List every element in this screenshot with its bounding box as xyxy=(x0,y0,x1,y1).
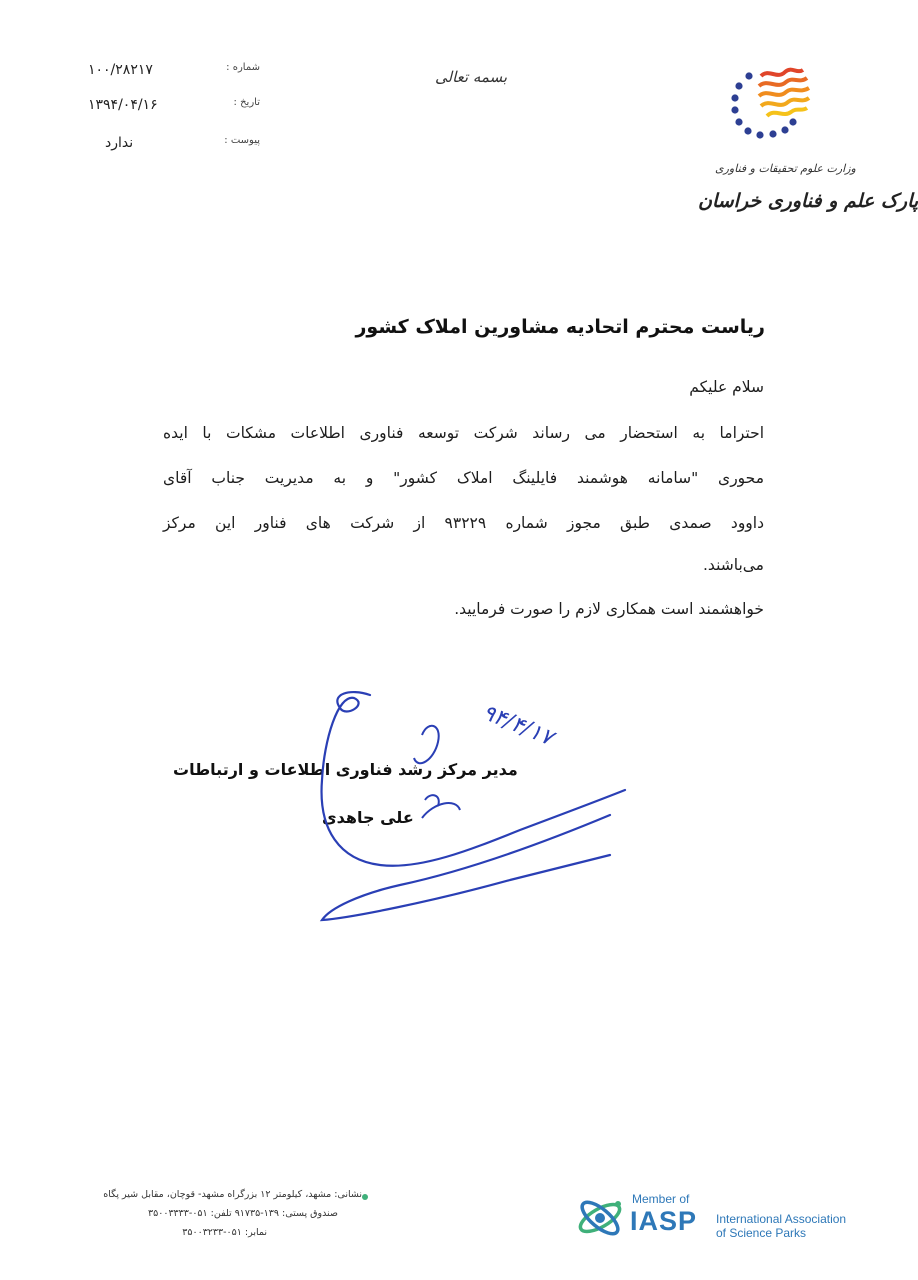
ministry-name: وزارت علوم تحقیقات و فناوری xyxy=(715,162,856,175)
body-line-3: داوود صمدی طبق مجوز شماره ۹۳۲۲۹ از شرکت های فناور این مرکز xyxy=(163,514,765,532)
body-line-4: می‌باشند. xyxy=(703,556,764,574)
letter-attachment-label: پیوست : xyxy=(224,135,260,146)
footer-bullet xyxy=(362,1194,368,1200)
handwritten-date-text: ۹۴/۴/۱۷ xyxy=(478,700,557,751)
signer-title: مدیر مرکز رشد فناوری اطلاعات و ارتباطات xyxy=(173,760,518,779)
letter-date-value: ۱۳۹۴/۰۴/۱۶ xyxy=(88,97,158,113)
iasp-member-of: Member of xyxy=(632,1192,690,1206)
letter-number-label: شماره : xyxy=(226,62,260,73)
greeting-text: سلام علیکم xyxy=(689,378,764,396)
closing-text: خواهشمند است همکاری لازم را صورت فرمایید. xyxy=(454,600,764,618)
letter-date-label: تاریخ : xyxy=(233,97,260,108)
letter-attachment-value: ندارد xyxy=(105,135,134,151)
letter-attachment-row xyxy=(80,135,260,155)
park-logo-icon xyxy=(725,62,825,152)
body-line-1: احتراما به استحضار می رساند شرکت توسعه فناوری اطلاعات مشکات با ایده xyxy=(163,424,764,442)
iasp-association-line-1: International Association xyxy=(716,1212,847,1226)
park-logo xyxy=(725,62,825,152)
footer-fax: نمابر: ۰۵۱-۳۵۰۰۳۲۳۳ xyxy=(182,1227,267,1238)
letter-number-row xyxy=(80,62,260,82)
handwritten-signature xyxy=(310,680,640,930)
iasp-logo xyxy=(574,1192,626,1244)
park-name: پارک علم و فناوری خراسان xyxy=(698,190,918,212)
letter-number-value: ۱۰۰/۲۸۲۱۷ xyxy=(88,62,153,78)
footer-phone: صندوق پستی: ۱۳۹-۹۱۷۳۵ تلفن: ۰۵۱-۳۵۰۰۳۳۳۳ xyxy=(148,1208,338,1219)
iasp-wordmark: IASP xyxy=(630,1206,698,1236)
footer-address: نشانی: مشهد، کیلومتر ۱۲ بزرگراه مشهد- قوچان، مقابل شیر پگاه xyxy=(103,1189,362,1200)
invocation-text: بسمه تعالی xyxy=(435,68,508,86)
iasp-association xyxy=(716,1212,846,1240)
signer-name: علی جاهدی xyxy=(322,808,414,827)
recipient-heading: ریاست محترم اتحادیه مشاورین املاک کشور xyxy=(355,316,765,338)
iasp-atom-icon xyxy=(574,1192,626,1244)
letter-date-row xyxy=(80,97,260,117)
iasp-association-line-2: of Science Parks xyxy=(716,1226,807,1240)
body-line-2: محوری "سامانه هوشمند فایلینگ املاک کشور" و به مدیریت جناب آقای xyxy=(163,469,764,487)
